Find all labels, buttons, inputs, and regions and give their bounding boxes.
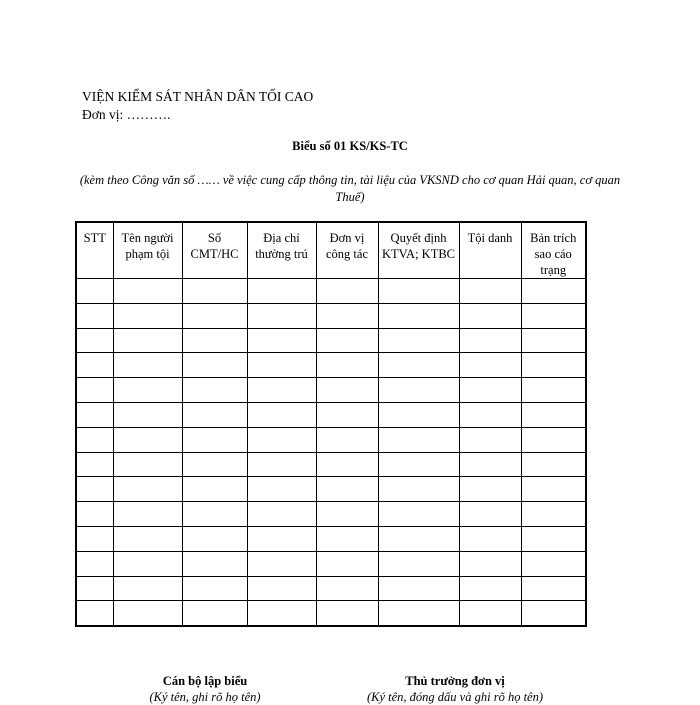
table-cell[interactable] [316,402,378,427]
table-cell[interactable] [247,427,316,452]
table-cell[interactable] [459,477,521,502]
table-cell[interactable] [247,328,316,353]
table-row [76,526,586,551]
column-header-indictment-copy: Bản trích sao cáo trạng [521,222,586,279]
table-cell[interactable] [76,427,113,452]
column-header-offense: Tội danh [459,222,521,279]
table-cell[interactable] [521,526,586,551]
table-cell[interactable] [316,576,378,601]
table-cell[interactable] [247,452,316,477]
table-row [76,477,586,502]
table-cell[interactable] [378,353,459,378]
table-row [76,402,586,427]
preparer-signature-block [130,673,280,705]
table-cell[interactable] [378,427,459,452]
table-row [76,378,586,403]
table-cell[interactable] [182,477,247,502]
table-cell[interactable] [521,477,586,502]
table-cell[interactable] [113,353,182,378]
table-cell[interactable] [459,452,521,477]
table-cell[interactable] [182,502,247,527]
table-cell[interactable] [316,427,378,452]
table-body [76,279,586,627]
table-cell[interactable] [521,353,586,378]
table-row [76,601,586,626]
table-cell[interactable] [521,328,586,353]
table-cell[interactable] [378,452,459,477]
table-cell[interactable] [378,502,459,527]
table-cell[interactable] [76,576,113,601]
table-row [76,502,586,527]
table-cell[interactable] [182,353,247,378]
table-cell[interactable] [113,378,182,403]
column-header-workplace: Đơn vị công tác [316,222,378,279]
table-cell[interactable] [182,576,247,601]
table-cell[interactable] [247,402,316,427]
table-row [76,576,586,601]
table-cell[interactable] [521,427,586,452]
table-cell[interactable] [182,452,247,477]
table-cell[interactable] [76,551,113,576]
table-cell[interactable] [76,502,113,527]
table-cell[interactable] [113,328,182,353]
table-cell[interactable] [247,303,316,328]
table-cell[interactable] [521,378,586,403]
table-cell[interactable] [76,303,113,328]
table-row [76,328,586,353]
table-row [76,353,586,378]
table-cell[interactable] [247,576,316,601]
table-cell[interactable] [459,402,521,427]
table-cell[interactable] [113,452,182,477]
table-cell[interactable] [182,328,247,353]
form-title: Biểu số 01 KS/KS-TC [292,139,408,153]
table-cell[interactable] [76,526,113,551]
table-cell[interactable] [247,279,316,304]
table-cell[interactable] [182,303,247,328]
table-cell[interactable] [113,502,182,527]
table-cell[interactable] [182,526,247,551]
table-cell[interactable] [247,502,316,527]
table-cell[interactable] [76,378,113,403]
column-header-address: Địa chỉ thường trú [247,222,316,279]
table-cell[interactable] [247,353,316,378]
table-cell[interactable] [378,279,459,304]
table-cell[interactable] [76,601,113,626]
table-cell[interactable] [378,402,459,427]
table-cell[interactable] [316,551,378,576]
table-cell[interactable] [182,551,247,576]
table-cell[interactable] [521,452,586,477]
table-cell[interactable] [247,477,316,502]
table-row [76,427,586,452]
table-cell[interactable] [316,601,378,626]
table-cell[interactable] [316,303,378,328]
table-cell[interactable] [459,551,521,576]
table-cell[interactable] [378,378,459,403]
table-cell[interactable] [182,279,247,304]
table-cell[interactable] [316,328,378,353]
table-row [76,452,586,477]
head-title: Thủ trưởng đơn vị [405,674,505,688]
table-cell[interactable] [316,452,378,477]
agency-name: VIỆN KIỂM SÁT NHÂN DÂN TỐI CAO [82,89,314,104]
table-header-row [76,222,586,279]
table-cell[interactable] [316,477,378,502]
table-cell[interactable] [459,303,521,328]
table-cell[interactable] [316,279,378,304]
table-cell[interactable] [378,601,459,626]
table-row [76,551,586,576]
head-signature-block [345,673,565,705]
table-cell[interactable] [459,279,521,304]
table-cell[interactable] [378,526,459,551]
table-cell[interactable] [316,378,378,403]
table-cell[interactable] [182,427,247,452]
table-cell[interactable] [521,279,586,304]
column-header-decision: Quyết định KTVA; KTBC [378,222,459,279]
table-cell[interactable] [76,353,113,378]
table-cell[interactable] [459,576,521,601]
table-cell[interactable] [378,576,459,601]
table-cell[interactable] [247,526,316,551]
column-header-stt: STT [76,222,113,279]
table-cell[interactable] [76,452,113,477]
table-cell[interactable] [378,551,459,576]
table-cell[interactable] [113,601,182,626]
table-cell[interactable] [521,402,586,427]
table-cell[interactable] [521,502,586,527]
table-cell[interactable] [459,427,521,452]
preparer-signature-note: (Ký tên, ghi rõ họ tên) [149,690,261,704]
table-cell[interactable] [378,328,459,353]
table-cell[interactable] [113,526,182,551]
table-cell[interactable] [247,378,316,403]
table-cell[interactable] [521,551,586,576]
table-cell[interactable] [182,378,247,403]
table-cell[interactable] [378,477,459,502]
table-cell[interactable] [521,601,586,626]
table-cell[interactable] [316,502,378,527]
table-cell[interactable] [521,303,586,328]
table-cell[interactable] [459,378,521,403]
table-cell[interactable] [316,526,378,551]
table-cell[interactable] [521,576,586,601]
table-cell[interactable] [459,526,521,551]
table-cell[interactable] [316,353,378,378]
column-header-id-number: Số CMT/HC [182,222,247,279]
table-cell[interactable] [76,477,113,502]
table-cell[interactable] [459,328,521,353]
table-cell[interactable] [76,279,113,304]
table-cell[interactable] [182,402,247,427]
table-cell[interactable] [459,353,521,378]
unit-line: Đơn vị: ………. [82,107,171,122]
table-cell[interactable] [76,402,113,427]
table-cell[interactable] [113,427,182,452]
table-row [76,279,586,304]
table-cell[interactable] [76,328,113,353]
table-cell[interactable] [113,477,182,502]
table-cell[interactable] [247,551,316,576]
table-cell[interactable] [378,303,459,328]
head-signature-note: (Ký tên, đóng dấu và ghi rõ họ tên) [366,690,543,704]
table-cell[interactable] [113,279,182,304]
form-subtitle: (kèm theo Công văn số …… về việc cung cấp thông tin, tài liệu của VKSND cho cơ quan Hải quan, cơ quan Thuế) [79,173,621,204]
report-table [75,221,587,627]
table-cell[interactable] [113,576,182,601]
table-row [76,303,586,328]
table-cell[interactable] [182,601,247,626]
table-cell[interactable] [459,502,521,527]
table-cell[interactable] [113,303,182,328]
table-cell[interactable] [113,551,182,576]
table-cell[interactable] [247,601,316,626]
table-cell[interactable] [113,402,182,427]
column-header-name: Tên người phạm tội [113,222,182,279]
preparer-title: Cán bộ lập biểu [162,674,248,688]
table-cell[interactable] [459,601,521,626]
